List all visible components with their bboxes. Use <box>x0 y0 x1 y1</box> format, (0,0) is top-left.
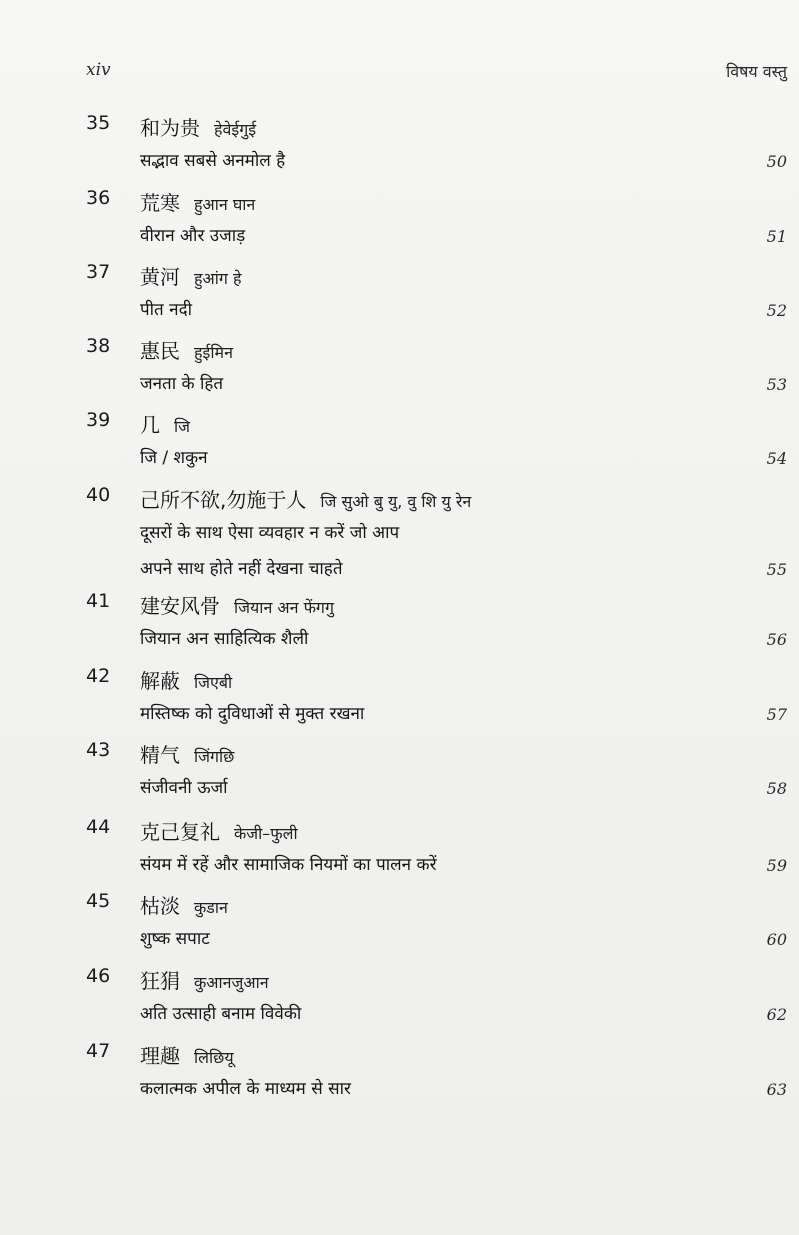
chinese-term: 克己复礼 <box>140 820 220 844</box>
entry-number: 39 <box>86 409 111 431</box>
transliteration: हुईमिन <box>194 343 233 362</box>
entry-page-number: 59 <box>766 856 787 875</box>
page-number-label: xiv <box>86 60 111 80</box>
entry-meaning: संयम में रहें और सामाजिक नियमों का पालन करें <box>140 855 437 875</box>
entry-page-number: 63 <box>766 1080 787 1099</box>
entry-number: 36 <box>86 187 111 209</box>
entry-heading <box>140 665 232 694</box>
entry-number: 47 <box>86 1040 111 1062</box>
transliteration: जि सुओ बु यु, वु शि यु रेन <box>320 492 472 511</box>
entry-meaning: जि / शकुन <box>140 448 208 468</box>
entry-page-number: 57 <box>766 705 787 724</box>
entry-heading <box>140 335 233 364</box>
entry-meaning: कलात्मक अपील के माध्यम से सार <box>140 1079 351 1099</box>
entry-heading <box>140 187 255 216</box>
entry-number: 46 <box>86 965 111 987</box>
chinese-term: 理趣 <box>140 1044 180 1068</box>
entry-meaning: शुष्क सपाट <box>140 929 210 949</box>
entry-meaning: मस्तिष्क को दुविधाओं से मुक्त रखना <box>140 704 365 724</box>
chinese-term: 荒寒 <box>140 191 180 215</box>
entry-meaning: पीत नदी <box>140 300 193 320</box>
entry-page-number: 54 <box>766 449 787 468</box>
entry-page-number: 56 <box>766 630 787 649</box>
entry-page-number: 51 <box>766 227 787 246</box>
chinese-term: 几 <box>140 413 160 437</box>
entry-number: 37 <box>86 261 111 283</box>
chinese-term: 己所不欲,勿施于人 <box>140 488 307 512</box>
transliteration: जि <box>174 417 191 436</box>
entry-meaning: दूसरों के साथ ऐसा व्यवहार न करें जो आप <box>140 523 400 543</box>
chinese-term: 精气 <box>140 743 180 767</box>
entry-meaning: अति उत्साही बनाम विवेकी <box>140 1004 302 1024</box>
entry-heading <box>140 590 334 619</box>
entry-number: 42 <box>86 665 111 687</box>
running-header-title: विषय वस्तु <box>726 62 787 81</box>
chinese-term: 建安风骨 <box>140 594 220 618</box>
entry-heading <box>140 965 269 994</box>
transliteration: जिंगछि <box>194 747 235 766</box>
transliteration: जिएबी <box>194 673 233 692</box>
transliteration: कुडान <box>194 898 228 917</box>
entry-number: 41 <box>86 590 111 612</box>
entry-heading <box>140 816 298 845</box>
entry-number: 45 <box>86 890 111 912</box>
chinese-term: 黄河 <box>140 265 180 289</box>
chinese-term: 狂狷 <box>140 969 180 993</box>
entry-page-number: 55 <box>766 560 787 579</box>
entry-meaning: वीरान और उजाड़ <box>140 226 246 246</box>
entry-number: 44 <box>86 816 111 838</box>
chinese-term: 枯淡 <box>140 894 180 918</box>
entry-heading <box>140 484 471 513</box>
entry-number: 40 <box>86 484 111 506</box>
entry-meaning: जियान अन साहित्यिक शैली <box>140 629 309 649</box>
entry-number: 38 <box>86 335 111 357</box>
entry-heading <box>140 890 228 919</box>
entry-page-number: 58 <box>766 779 787 798</box>
transliteration: लिछियू <box>194 1048 234 1067</box>
entry-number: 43 <box>86 739 111 761</box>
transliteration: हुआन घान <box>194 195 256 214</box>
entry-meaning: संजीवनी ऊर्जा <box>140 778 228 798</box>
entry-meaning: जनता के हित <box>140 374 224 394</box>
entry-meaning: सद्भाव सबसे अनमोल है <box>140 151 286 171</box>
entry-page-number: 50 <box>766 152 787 171</box>
chinese-term: 解蔽 <box>140 669 180 693</box>
entry-heading <box>140 409 190 438</box>
entry-page-number: 53 <box>766 375 787 394</box>
entry-heading <box>140 112 256 141</box>
chinese-term: 和为贵 <box>140 116 200 140</box>
entry-heading <box>140 739 234 768</box>
entry-page-number: 62 <box>766 1005 787 1024</box>
entry-heading <box>140 261 241 290</box>
entry-meaning: अपने साथ होते नहीं देखना चाहते <box>140 559 343 579</box>
entry-page-number: 52 <box>766 301 787 320</box>
transliteration: जियान अन फेंगगु <box>234 598 334 617</box>
entry-heading <box>140 1040 234 1069</box>
transliteration: केजी–फुली <box>234 824 298 843</box>
chinese-term: 惠民 <box>140 339 180 363</box>
entry-number: 35 <box>86 112 111 134</box>
transliteration: हुआंग हे <box>194 269 242 288</box>
transliteration: कुआनजुआन <box>194 973 269 992</box>
transliteration: हेवेईगुई <box>214 120 257 139</box>
entry-page-number: 60 <box>766 930 787 949</box>
